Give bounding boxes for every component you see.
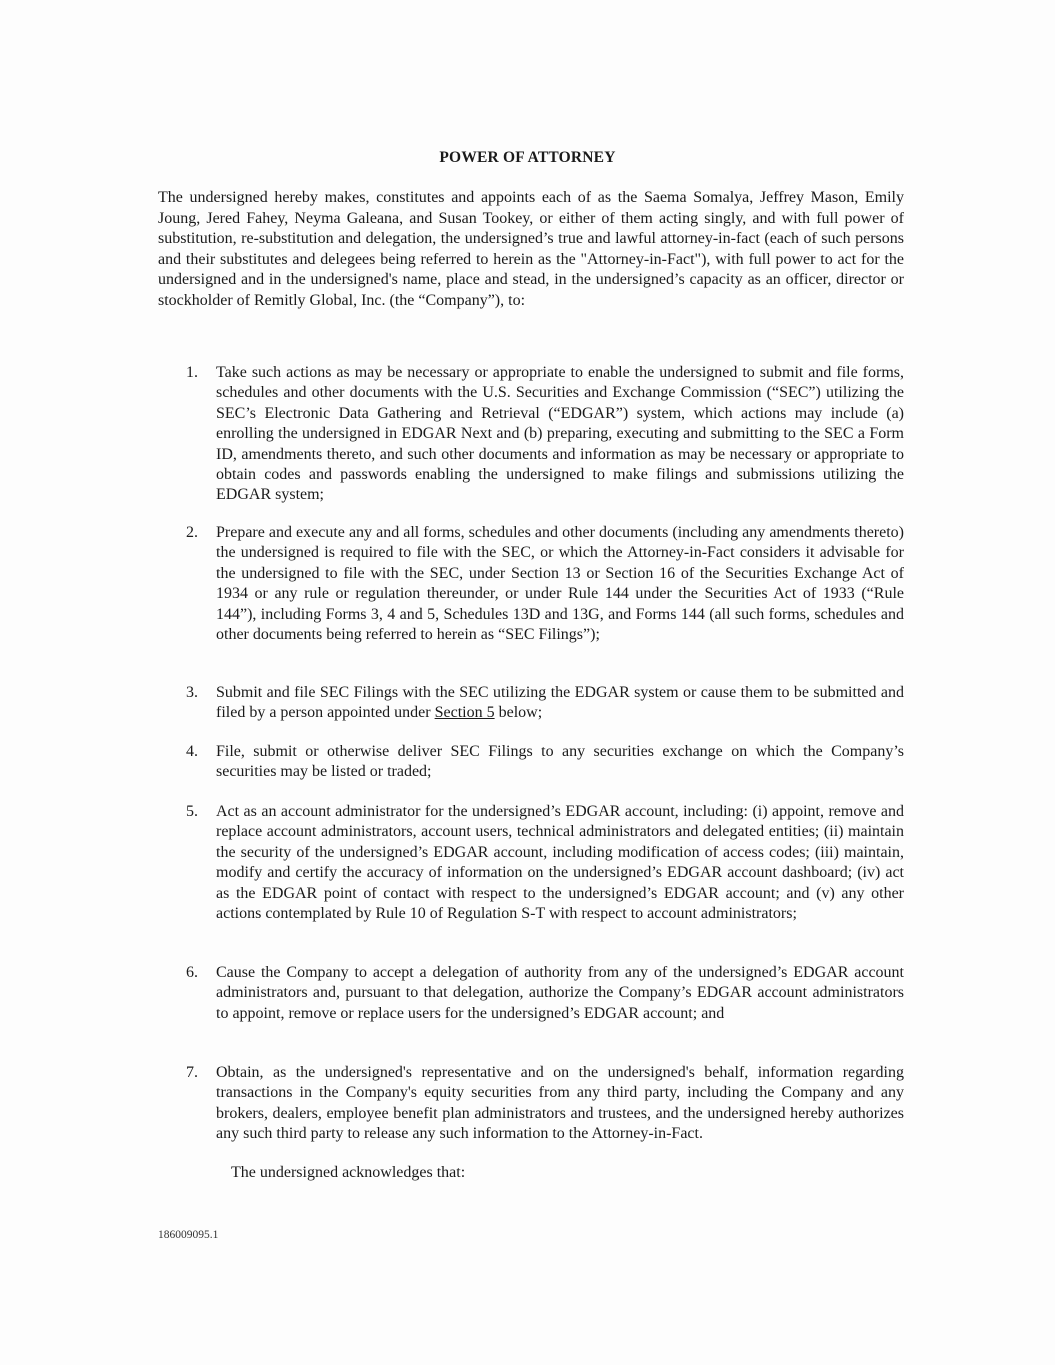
list-item-text xyxy=(216,683,904,724)
list-item-text: Act as an account administrator for the undersigned’s EDGAR account, including: (i) appoint, remove and replace account administrators, account users, technical administrators and delegated entities; (ii) maintain the security of the undersigned’s EDGAR account, including modification of access codes; (iii) maintain, modify and certify the accuracy of information on the undersigned’s EDGAR account dashboard; (iv) act as the EDGAR point of contact with respect to the undersigned’s EDGAR account; and (v) any other actions contemplated by Rule 10 of Regulation S-T with respect to account administrators; xyxy=(216,803,904,923)
document-title: POWER OF ATTORNEY xyxy=(439,149,616,166)
acknowledgment-line: The undersigned acknowledges that: xyxy=(231,1164,466,1181)
list-item-text: Cause the Company to accept a delegation of authority from any of the undersigned’s EDGAR account administrators and, pursuant to that delegation, authorize the Company’s EDGAR account administrators to appoint, remove or replace users for the undersigned’s EDGAR account; and xyxy=(216,964,904,1022)
list-item-text-before: Submit and file SEC Filings with the SEC utilizing the EDGAR system or cause them to be submitted and filed by a person appointed under xyxy=(216,684,904,722)
list-item-text-after: below; xyxy=(494,704,543,722)
list-item-1 xyxy=(186,363,904,506)
list-item-3 xyxy=(186,683,904,724)
list-item-7 xyxy=(186,1063,904,1145)
list-item-text: Obtain, as the undersigned's representative and on the undersigned's behalf, information regarding transactions in the Company's equity securities from any third party, including the Company and any brokers, dealers, employee benefit plan administrators and trustees, and the undersigned hereby authorizes any such third party to release any such information to the Attorney-in-Fact. xyxy=(216,1064,904,1143)
list-item-number: 3. xyxy=(186,684,198,701)
list-item-number: 6. xyxy=(186,964,198,981)
list-item-number: 2. xyxy=(186,524,198,541)
list-item-text: File, submit or otherwise deliver SEC Filings to any securities exchange on which the Company’s securities may be listed or traded; xyxy=(216,743,904,781)
document-id: 186009095.1 xyxy=(158,1229,219,1241)
section-5-link[interactable]: Section 5 xyxy=(434,704,495,722)
list-item-4 xyxy=(186,742,904,783)
list-item-number: 7. xyxy=(186,1064,198,1081)
intro-paragraph: The undersigned hereby makes, constitutes and appoints each of as the Saema Somalya, Jeffrey Mason, Emily Joung, Jered Fahey, Neyma Galeana, and Susan Tookey, or either of them acting singly, and with full power of substitution, re-substitution and delegation, the undersigned’s true and lawful attorney-in-fact (each of such persons and their substitutes and delegees being referred to herein as the "Attorney-in-Fact"), with full power to act for the undersigned and in the undersigned's name, place and stead, in the undersigned’s capacity as an officer, director or stockholder of Remitly Global, Inc. (the “Company”), to: xyxy=(158,189,904,309)
list-item-number: 4. xyxy=(186,743,198,760)
list-item-number: 5. xyxy=(186,803,198,820)
list-item-2 xyxy=(186,523,904,645)
list-item-text: Prepare and execute any and all forms, schedules and other documents (including any amendments thereto) the undersigned is required to file with the SEC, or which the Attorney-in-Fact considers it advisable for the undersigned to file with the SEC, under Section 13 or Section 16 of the Securities Exchange Act of 1934 or any rule or regulation thereunder, or under Rule 144 under the Securities Act of 1933 (“Rule 144”), including Forms 3, 4 and 5, Schedules 13D and 13G, and Forms 144 (all such forms, schedules and other documents being referred to herein as “SEC Filings”); xyxy=(216,524,904,644)
list-item-text: Take such actions as may be necessary or appropriate to enable the undersigned to submit and file forms, schedules and other documents with the U.S. Securities and Exchange Commission (“SEC”) utilizing the SEC’s Electronic Data Gathering and Retrieval (“EDGAR”) system, which actions may include (a) enrolling the undersigned in EDGAR Next and (b) preparing, executing and submitting to the SEC a Form ID, amendments thereto, and such other documents and information as may be necessary or appropriate to obtain codes and passwords enabling the undersigned to make filings and submissions utilizing the EDGAR system; xyxy=(216,364,904,504)
list-item-number: 1. xyxy=(186,364,198,381)
list-item-5 xyxy=(186,802,904,924)
list-item-6 xyxy=(186,963,904,1024)
